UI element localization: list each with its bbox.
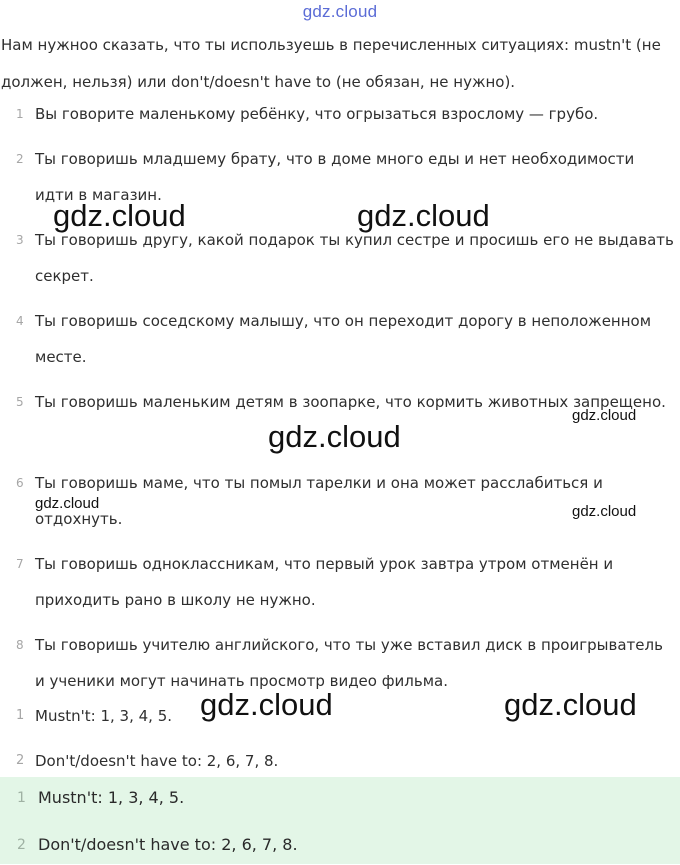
item-number: 6	[16, 476, 24, 490]
item-number: 8	[16, 638, 24, 652]
item-text: Ты говоришь соседскому малышу, что он переходит дорогу в неположенном месте.	[35, 312, 652, 366]
watermark: gdz.cloud	[53, 198, 186, 233]
item-number: 7	[16, 557, 24, 571]
answer-number: 2	[17, 837, 26, 853]
item-number: 3	[16, 233, 24, 247]
answer-text: Mustn't: 1, 3, 4, 5.	[38, 788, 185, 807]
item-text: Ты говоришь маме, что ты помыл тарелки и она может расслабиться и отдохнуть.	[35, 474, 603, 528]
item-text: Ты говоришь другу, какой подарок ты купил сестре и просишь его не выдавать секрет.	[35, 231, 674, 285]
task-intro: Нам нужноо сказать, что ты используешь в перечисленных ситуациях: mustn't (не должен, нельзя) или don't/doesn't have to (не обязан, не нужно).	[1, 36, 661, 91]
item-text: Ты говоришь маленьким детям в зоопарке, что кормить животных запрещено.	[35, 393, 666, 411]
watermark: gdz.cloud	[572, 503, 637, 520]
item-number: 4	[16, 314, 24, 328]
item-text: Ты говоришь учителю английского, что ты уже вставил диск в проигрыватель и ученики могут начинать просмотр видео фильма.	[35, 636, 663, 690]
watermark-top: gdz.cloud	[302, 2, 378, 21]
item-text: Ты говоришь одноклассникам, что первый урок завтра утром отменён и приходить рано в школу не нужно.	[35, 555, 614, 609]
answer-text: Mustn't: 1, 3, 4, 5.	[35, 707, 173, 725]
answer-text: Don't/doesn't have to: 2, 6, 7, 8.	[38, 835, 298, 854]
answer-number: 2	[16, 753, 25, 768]
item-number: 1	[16, 107, 24, 121]
watermark: gdz.cloud	[200, 687, 333, 722]
watermark: gdz.cloud	[35, 495, 100, 512]
item-number: 2	[16, 152, 24, 166]
answer-highlight-box	[0, 777, 680, 864]
item-text: Ты говоришь младшему брату, что в доме много еды и нет необходимости идти в магазин.	[35, 150, 635, 204]
answer-number: 1	[17, 790, 26, 806]
watermark: gdz.cloud	[572, 407, 637, 424]
watermark: gdz.cloud	[268, 419, 401, 454]
watermark: gdz.cloud	[504, 687, 637, 722]
item-text: Вы говорите маленькому ребёнку, что огрызаться взрослому — грубо.	[35, 105, 599, 123]
watermark: gdz.cloud	[357, 198, 490, 233]
answer-text: Don't/doesn't have to: 2, 6, 7, 8.	[35, 752, 279, 770]
item-number: 5	[16, 395, 24, 409]
answer-number: 1	[16, 708, 25, 723]
